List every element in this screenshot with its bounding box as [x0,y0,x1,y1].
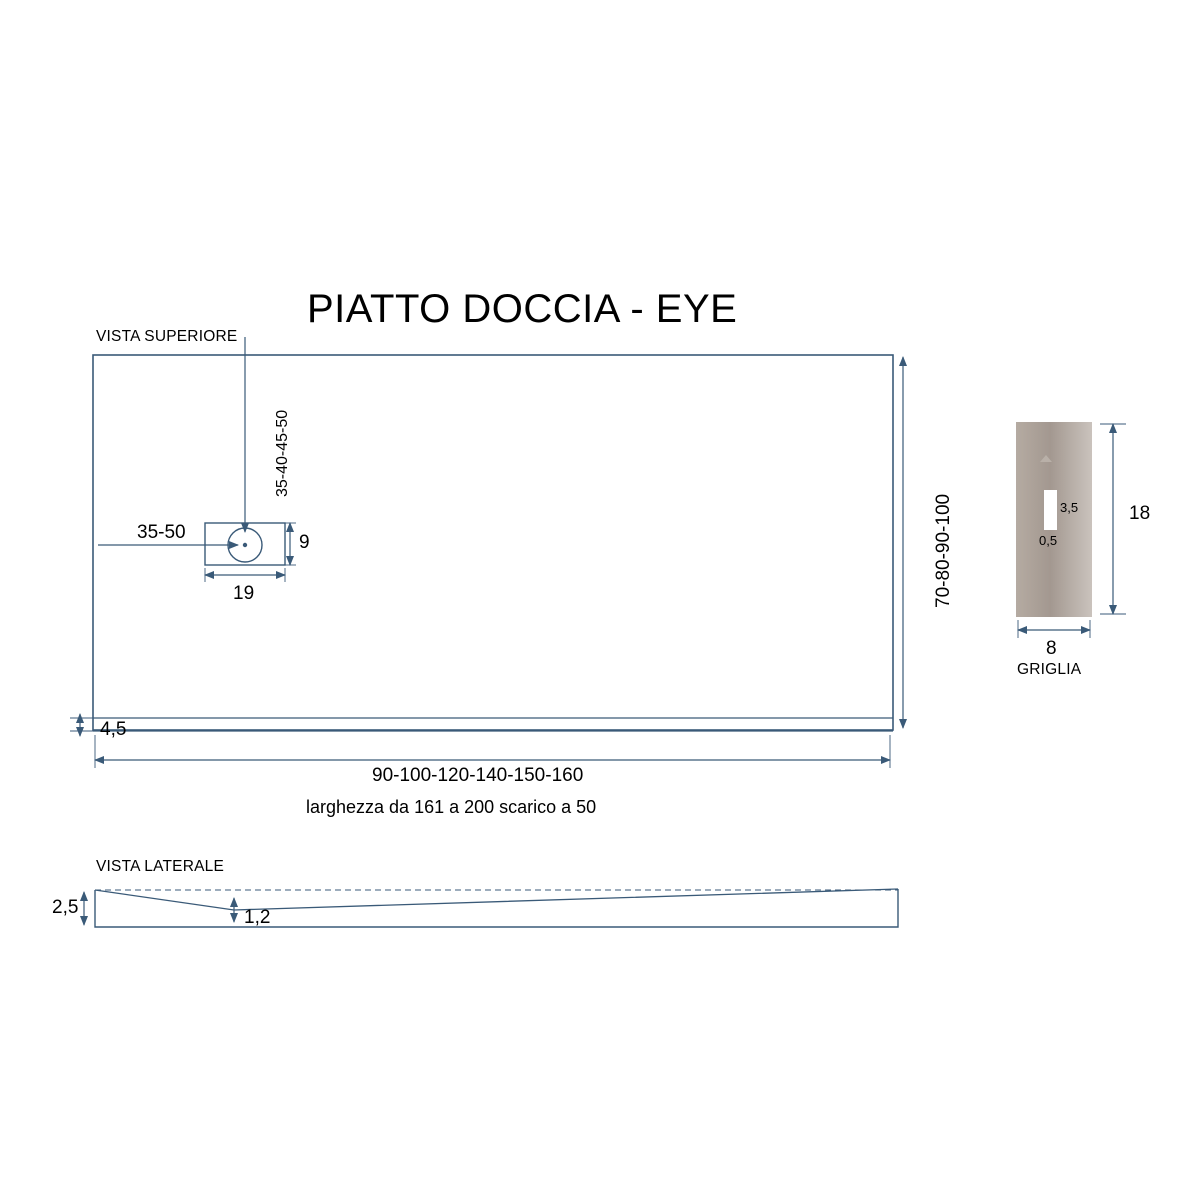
drain-box-width-label: 19 [233,583,255,604]
side-body-outline [95,889,898,927]
grate-slot-width-label: 0,5 [1039,533,1058,548]
side-height-label: 2,5 [52,897,79,918]
grate-group [1016,422,1126,638]
drain-center-dot [243,543,247,547]
grate-slot [1044,490,1057,530]
width-note: larghezza da 161 a 200 scarico a 50 [306,797,597,817]
top-view-label: VISTA SUPERIORE [96,328,238,345]
drain-horizontal-offset-label: 35-50 [137,522,186,543]
side-view-label: VISTA LATERALE [96,858,224,875]
top-view-group [70,337,903,768]
grate-caption: GRIGLIA [1017,661,1082,678]
side-inner-height-label: 1,2 [244,907,271,928]
side-slope-profile [95,889,898,910]
grate-slot-length-label: 3,5 [1060,500,1079,515]
drain-box-height-label: 9 [299,532,310,553]
grate-width-label: 8 [1046,638,1057,659]
tray-outline [93,355,893,730]
border-thickness-label: 4,5 [100,719,127,740]
tray-width-label: 90-100-120-140-150-160 [372,765,584,786]
page-title: PIATTO DOCCIA - EYE [307,287,738,331]
tray-height-label: 70-80-90-100 [933,493,954,608]
grate-height-label: 18 [1129,503,1151,524]
drain-vertical-offset-label: 35-40-45-50 [274,409,291,497]
side-view-group [84,889,898,927]
